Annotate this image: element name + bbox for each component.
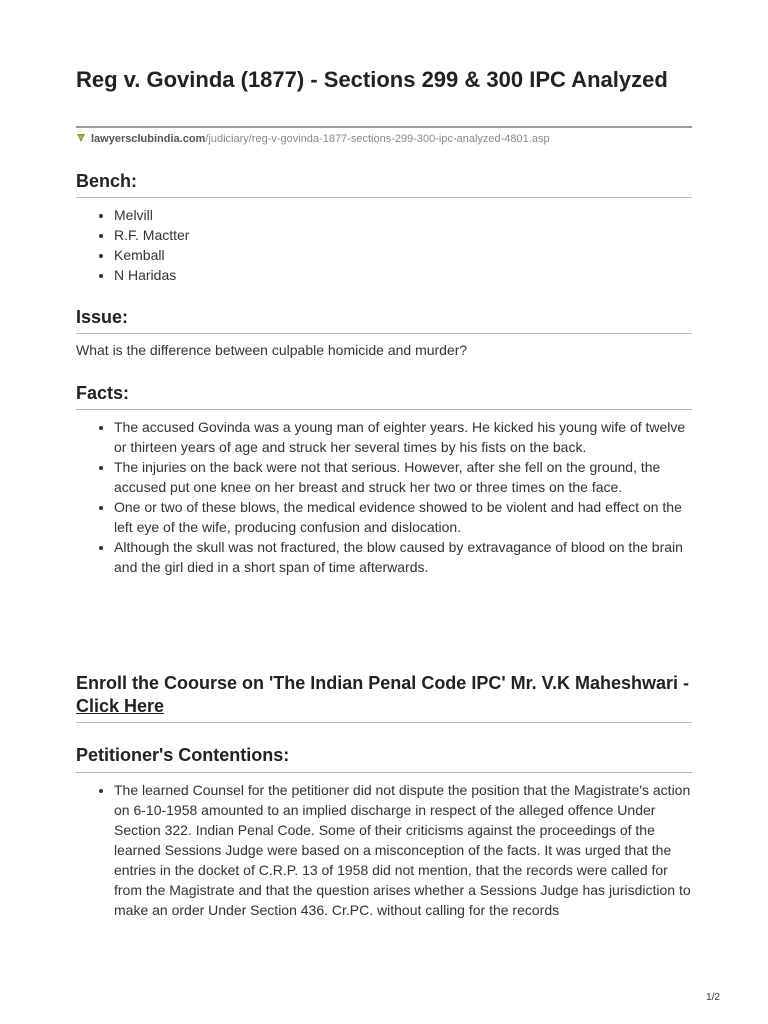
list-item: • The accused Govinda was a young man of eighter years. He kicked his young wife of twelve or thirteen years of age and struck her several times by his fists on the back. bbox=[114, 417, 692, 457]
list-item: • Melvill bbox=[114, 205, 692, 225]
facts-divider bbox=[76, 409, 692, 410]
source-url[interactable] bbox=[76, 132, 550, 146]
page-title: Reg v. Govinda (1877) - Sections 299 & 300 IPC Analyzed bbox=[76, 67, 668, 92]
source-domain[interactable]: lawyersclubindia.com bbox=[91, 133, 206, 145]
issue-divider bbox=[76, 333, 692, 334]
petitioner-divider bbox=[76, 772, 692, 773]
list-item: • The injuries on the back were not that serious. However, after she fell on the ground, the accused put one knee on her breast and struck her two or three times on the face. bbox=[114, 457, 692, 497]
title-divider bbox=[76, 126, 692, 128]
enroll-heading bbox=[76, 672, 692, 718]
page-number: 1/2 bbox=[706, 992, 720, 1003]
petitioner-list bbox=[76, 780, 692, 920]
facts-list bbox=[76, 417, 692, 577]
click-here-link[interactable]: Click Here bbox=[76, 696, 165, 716]
bench-heading: Bench: bbox=[76, 171, 138, 191]
petitioner-heading: Petitioner's Contentions: bbox=[76, 745, 290, 765]
list-item: • N Haridas bbox=[114, 265, 692, 285]
list-item: • One or two of these blows, the medical evidence showed to be violent and had effect on the left eye of the wife, producing confusion and dislocation. bbox=[114, 497, 692, 537]
bench-list bbox=[76, 205, 692, 285]
list-item: • Although the skull was not fractured, the blow caused by extravagance of blood on the brain and the girl died in a short span of time afterwards. bbox=[114, 537, 692, 577]
facts-heading: Facts: bbox=[76, 383, 130, 403]
enroll-divider bbox=[76, 722, 692, 723]
enroll-text: Enroll the Coourse on 'The Indian Penal Code IPC' Mr. V.K Maheshwari - bbox=[76, 673, 689, 693]
source-path[interactable]: /judiciary/reg-v-govinda-1877-sections-299-300-ipc-analyzed-4801.asp bbox=[205, 133, 550, 145]
bench-divider bbox=[76, 197, 692, 198]
list-item: • R.F. Mactter bbox=[114, 225, 692, 245]
list-item: • The learned Counsel for the petitioner did not dispute the position that the Magistrate's action on 6-10-1958 amounted to an implied discharge in respect of the alleged offence Under Section 322. Indian Penal Code. Some of their criticisms against the proceedings of the learned Sessions Judge were based on a misconception of the facts. It was urged that the entries in the docket of C.R.P. 13 of 1958 did not mention, that the records were called for from the Magistrate and that the question arises whether a Sessions Judge has jurisdiction to make an order Under Section 436. Cr.PC. without calling for the records bbox=[114, 780, 692, 920]
list-item: • Kemball bbox=[114, 245, 692, 265]
issue-text: What is the difference between culpable homicide and murder? bbox=[76, 342, 468, 358]
site-logo-icon bbox=[76, 133, 86, 143]
issue-heading: Issue: bbox=[76, 307, 129, 327]
